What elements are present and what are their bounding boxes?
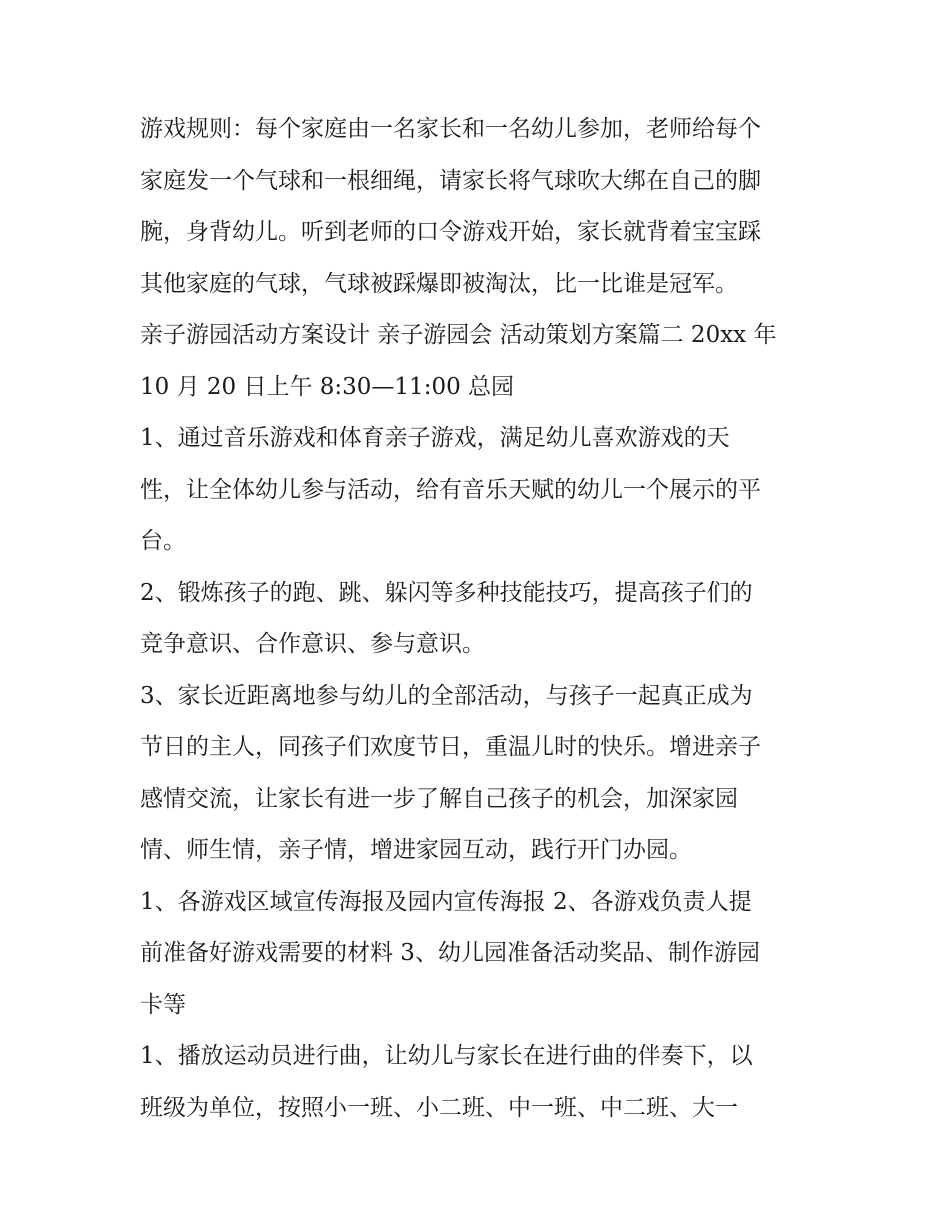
text-line: 性，让全体幼儿参与活动，给有音乐天赋的幼儿一个展示的平	[140, 476, 761, 503]
text-line: 3、家长近距离地参与幼儿的全部活动，与孩子一起真正成为	[140, 682, 753, 709]
document-body	[140, 104, 820, 1134]
text-line: 感情交流，让家长有进一步了解自己孩子的机会，加深家园	[140, 785, 738, 812]
text-line: 台。	[140, 528, 186, 554]
paragraph-procedure	[140, 1031, 820, 1134]
paragraph-goal-1	[140, 413, 820, 568]
text-line: 班级为单位，按照小一班、小二班、中一班、中二班、大一	[140, 1094, 738, 1121]
paragraph-game-rules	[140, 104, 820, 310]
text-line: 竞争意识、合作意识、参与意识。	[140, 631, 485, 657]
paragraph-goal-3	[140, 671, 820, 877]
paragraph-plan-title	[140, 310, 820, 413]
text-line: 亲子游园活动方案设计 亲子游园会 活动策划方案篇二 20xx 年	[140, 322, 777, 348]
text-line: 卡等	[140, 991, 186, 1018]
text-line: 前准备好游戏需要的材料 3、幼儿园准备活动奖品、制作游园	[140, 940, 760, 966]
text-line: 10 月 20 日上午 8:30—11:00 总园	[140, 373, 515, 400]
text-line: 2、锻炼孩子的跑、跳、躲闪等多种技能技巧，提高孩子们的	[140, 579, 753, 606]
text-line: 腕，身背幼儿。听到老师的口令游戏开始，家长就背着宝宝踩	[140, 219, 761, 245]
text-line: 家庭发一个气球和一根细绳，请家长将气球吹大绑在自己的脚	[140, 167, 761, 194]
text-line: 游戏规则：每个家庭由一名家长和一名幼儿参加，老师给每个	[140, 116, 761, 142]
text-line: 其他家庭的气球，气球被踩爆即被淘汰，比一比谁是冠军。	[140, 270, 738, 297]
paragraph-goal-2	[140, 568, 820, 671]
text-line: 情、师生情，亲子情，增进家园互动，践行开门办园。	[140, 837, 692, 863]
text-line: 1、通过音乐游戏和体育亲子游戏，满足幼儿喜欢游戏的天	[140, 425, 730, 451]
text-line: 节日的主人，同孩子们欢度节日，重温儿时的快乐。增进亲子	[140, 734, 761, 760]
paragraph-preparation	[140, 877, 820, 1032]
text-line: 1、播放运动员进行曲，让幼儿与家长在进行曲的伴奏下，以	[140, 1043, 753, 1069]
text-line: 1、各游戏区域宣传海报及园内宣传海报 2、各游戏负责人提	[140, 888, 752, 915]
